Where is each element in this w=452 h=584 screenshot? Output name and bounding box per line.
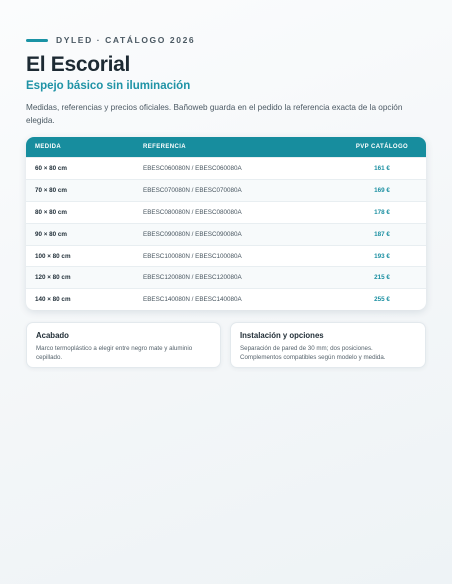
header-referencia: REFERENCIA <box>143 144 187 150</box>
header-pvp: PVP CATÁLOGO <box>355 144 409 150</box>
cell-medida: 90 × 80 cm <box>35 230 68 238</box>
cell-pvp: 178 € <box>374 208 390 216</box>
price-table <box>26 137 426 310</box>
product-title: El Escorial <box>26 53 131 76</box>
cell-referencia: EBESC070080N / EBESC070080A <box>143 186 242 194</box>
header-medida: MEDIDA <box>35 144 62 150</box>
eyebrow-text: DYLED · CATÁLOGO 2026 <box>56 35 196 45</box>
product-subtitle: Espejo básico sin iluminación <box>26 80 191 92</box>
accent-bar <box>26 39 48 42</box>
instalacion-body: Separación de pared de 30 mm; dos posiciones. Complementos compatibles según modelo y medida. <box>240 345 386 361</box>
table-row <box>26 201 426 223</box>
acabado-card <box>26 322 221 368</box>
instalacion-title: Instalación y opciones <box>240 331 324 340</box>
cell-medida: 80 × 80 cm <box>35 208 68 216</box>
cell-medida: 140 × 80 cm <box>35 296 71 304</box>
table-header-row <box>26 137 426 157</box>
table-row <box>26 223 426 245</box>
instalacion-card <box>230 322 426 368</box>
table-body <box>26 157 426 310</box>
cell-medida: 120 × 80 cm <box>35 274 71 282</box>
cell-pvp: 169 € <box>374 186 390 194</box>
cell-medida: 70 × 80 cm <box>35 186 68 194</box>
table-row <box>26 157 426 179</box>
cell-referencia: EBESC100080N / EBESC100080A <box>143 252 242 260</box>
cell-pvp: 187 € <box>374 230 390 238</box>
table-row <box>26 266 426 288</box>
cell-pvp: 255 € <box>374 296 390 304</box>
acabado-body: Marco termoplástico a elegir entre negro mate y aluminio cepillado. <box>36 345 193 361</box>
cell-pvp: 215 € <box>374 274 390 282</box>
cell-medida: 100 × 80 cm <box>35 252 71 260</box>
table-row <box>26 179 426 201</box>
intro-text: Medidas, referencias y precios oficiales. Bañoweb guarda en el pedido la referencia exacta de la opción elegida. <box>26 103 403 125</box>
table-row <box>26 245 426 267</box>
cell-pvp: 161 € <box>374 164 390 172</box>
cell-pvp: 193 € <box>374 252 390 260</box>
acabado-title: Acabado <box>36 331 69 340</box>
cell-referencia: EBESC140080N / EBESC140080A <box>143 296 242 304</box>
cell-referencia: EBESC080080N / EBESC080080A <box>143 208 242 216</box>
cell-referencia: EBESC060080N / EBESC060080A <box>143 164 242 172</box>
cell-medida: 60 × 80 cm <box>35 164 68 172</box>
catalog-eyebrow <box>26 35 195 45</box>
cell-referencia: EBESC090080N / EBESC090080A <box>143 230 242 238</box>
cell-referencia: EBESC120080N / EBESC120080A <box>143 274 242 282</box>
table-row <box>26 288 426 310</box>
